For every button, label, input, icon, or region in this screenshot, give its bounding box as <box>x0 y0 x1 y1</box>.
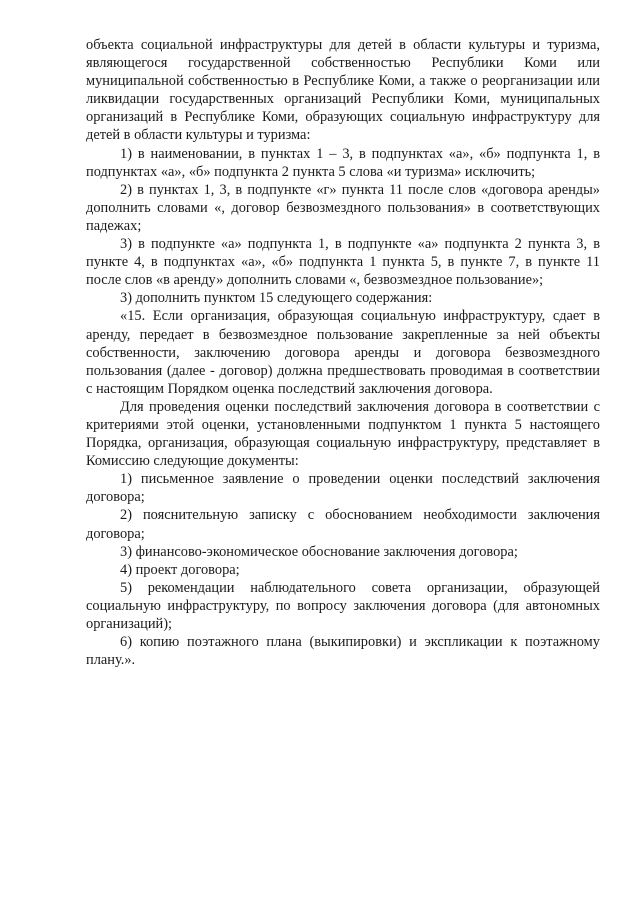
paragraph-item-2: 2) в пунктах 1, 3, в подпункте «г» пункта 11 после слов «договора аренды» дополнить словами «, договор безвозмездного пользования» в соответствующих падежах; <box>86 181 600 234</box>
paragraph-doc-4: 4) проект договора; <box>120 561 240 578</box>
paragraph-item-1: 1) в наименовании, в пунктах 1 – 3, в подпунктах «а», «б» подпункта 1, в подпунктах «а», «б» подпункта 2 пункта 5 слова «и туризма» исключить; <box>86 145 600 180</box>
paragraph-doc-6: 6) копию поэтажного плана (выкипировки) и экспликации к поэтажному плану.». <box>86 634 600 669</box>
paragraph-assessment: Для проведения оценки последствий заключения договора в соответствии с критериями этой оценки, установленными подпунктом 1 пункта 5 настоящего Порядка, организация, образующая социальную инфраструктуру, представляет в Комиссию следующие документы: <box>86 398 600 470</box>
paragraph-item-3: 3) в подпункте «а» подпункта 1, в подпункте «а» подпункта 2 пункта 3, в пункте 4, в подпунктах «а», «б» подпункта 1 пункта 5, в пункте 7, в пункте 11 после слов «в аренду» дополнить словами «, безвозмездное пользование»; <box>86 236 600 289</box>
paragraph-doc-2: 2) пояснительную записку с обоснованием необходимости заключения договора; <box>86 507 600 542</box>
paragraph-item-3-add: 3) дополнить пунктом 15 следующего содержания: <box>120 290 433 307</box>
paragraph-clause-15: «15. Если организация, образующая социальную инфраструктуру, сдает в аренду, передает в безвозмездное пользование закрепленные за ней объекты собственности, заключению договора аренды и договора безвозмездного пользования (далее - договор) должна предшествовать проводимая в соответствии с настоящим Порядком оценка последствий заключения договора. <box>86 308 600 397</box>
paragraph-intro: объекта социальной инфраструктуры для детей в области культуры и туризма, являющегося государственной собственностью Республики Коми или муниципальной собственностью в Республике Коми, а также о реорганизации или ликвидации государственных организаций Республики Коми, муниципальных организаций в Республике Коми, образующих социальную инфраструктуру для детей в области культуры и туризма: <box>86 37 600 144</box>
document-page <box>86 36 600 669</box>
paragraph-doc-5: 5) рекомендации наблюдательного совета организации, образующей социальную инфраструктуру, по вопросу заключения договора (для автономных организаций); <box>86 579 600 632</box>
paragraph-doc-1: 1) письменное заявление о проведении оценки последствий заключения договора; <box>86 471 600 506</box>
paragraph-doc-3: 3) финансово-экономическое обоснование заключения договора; <box>120 543 518 560</box>
